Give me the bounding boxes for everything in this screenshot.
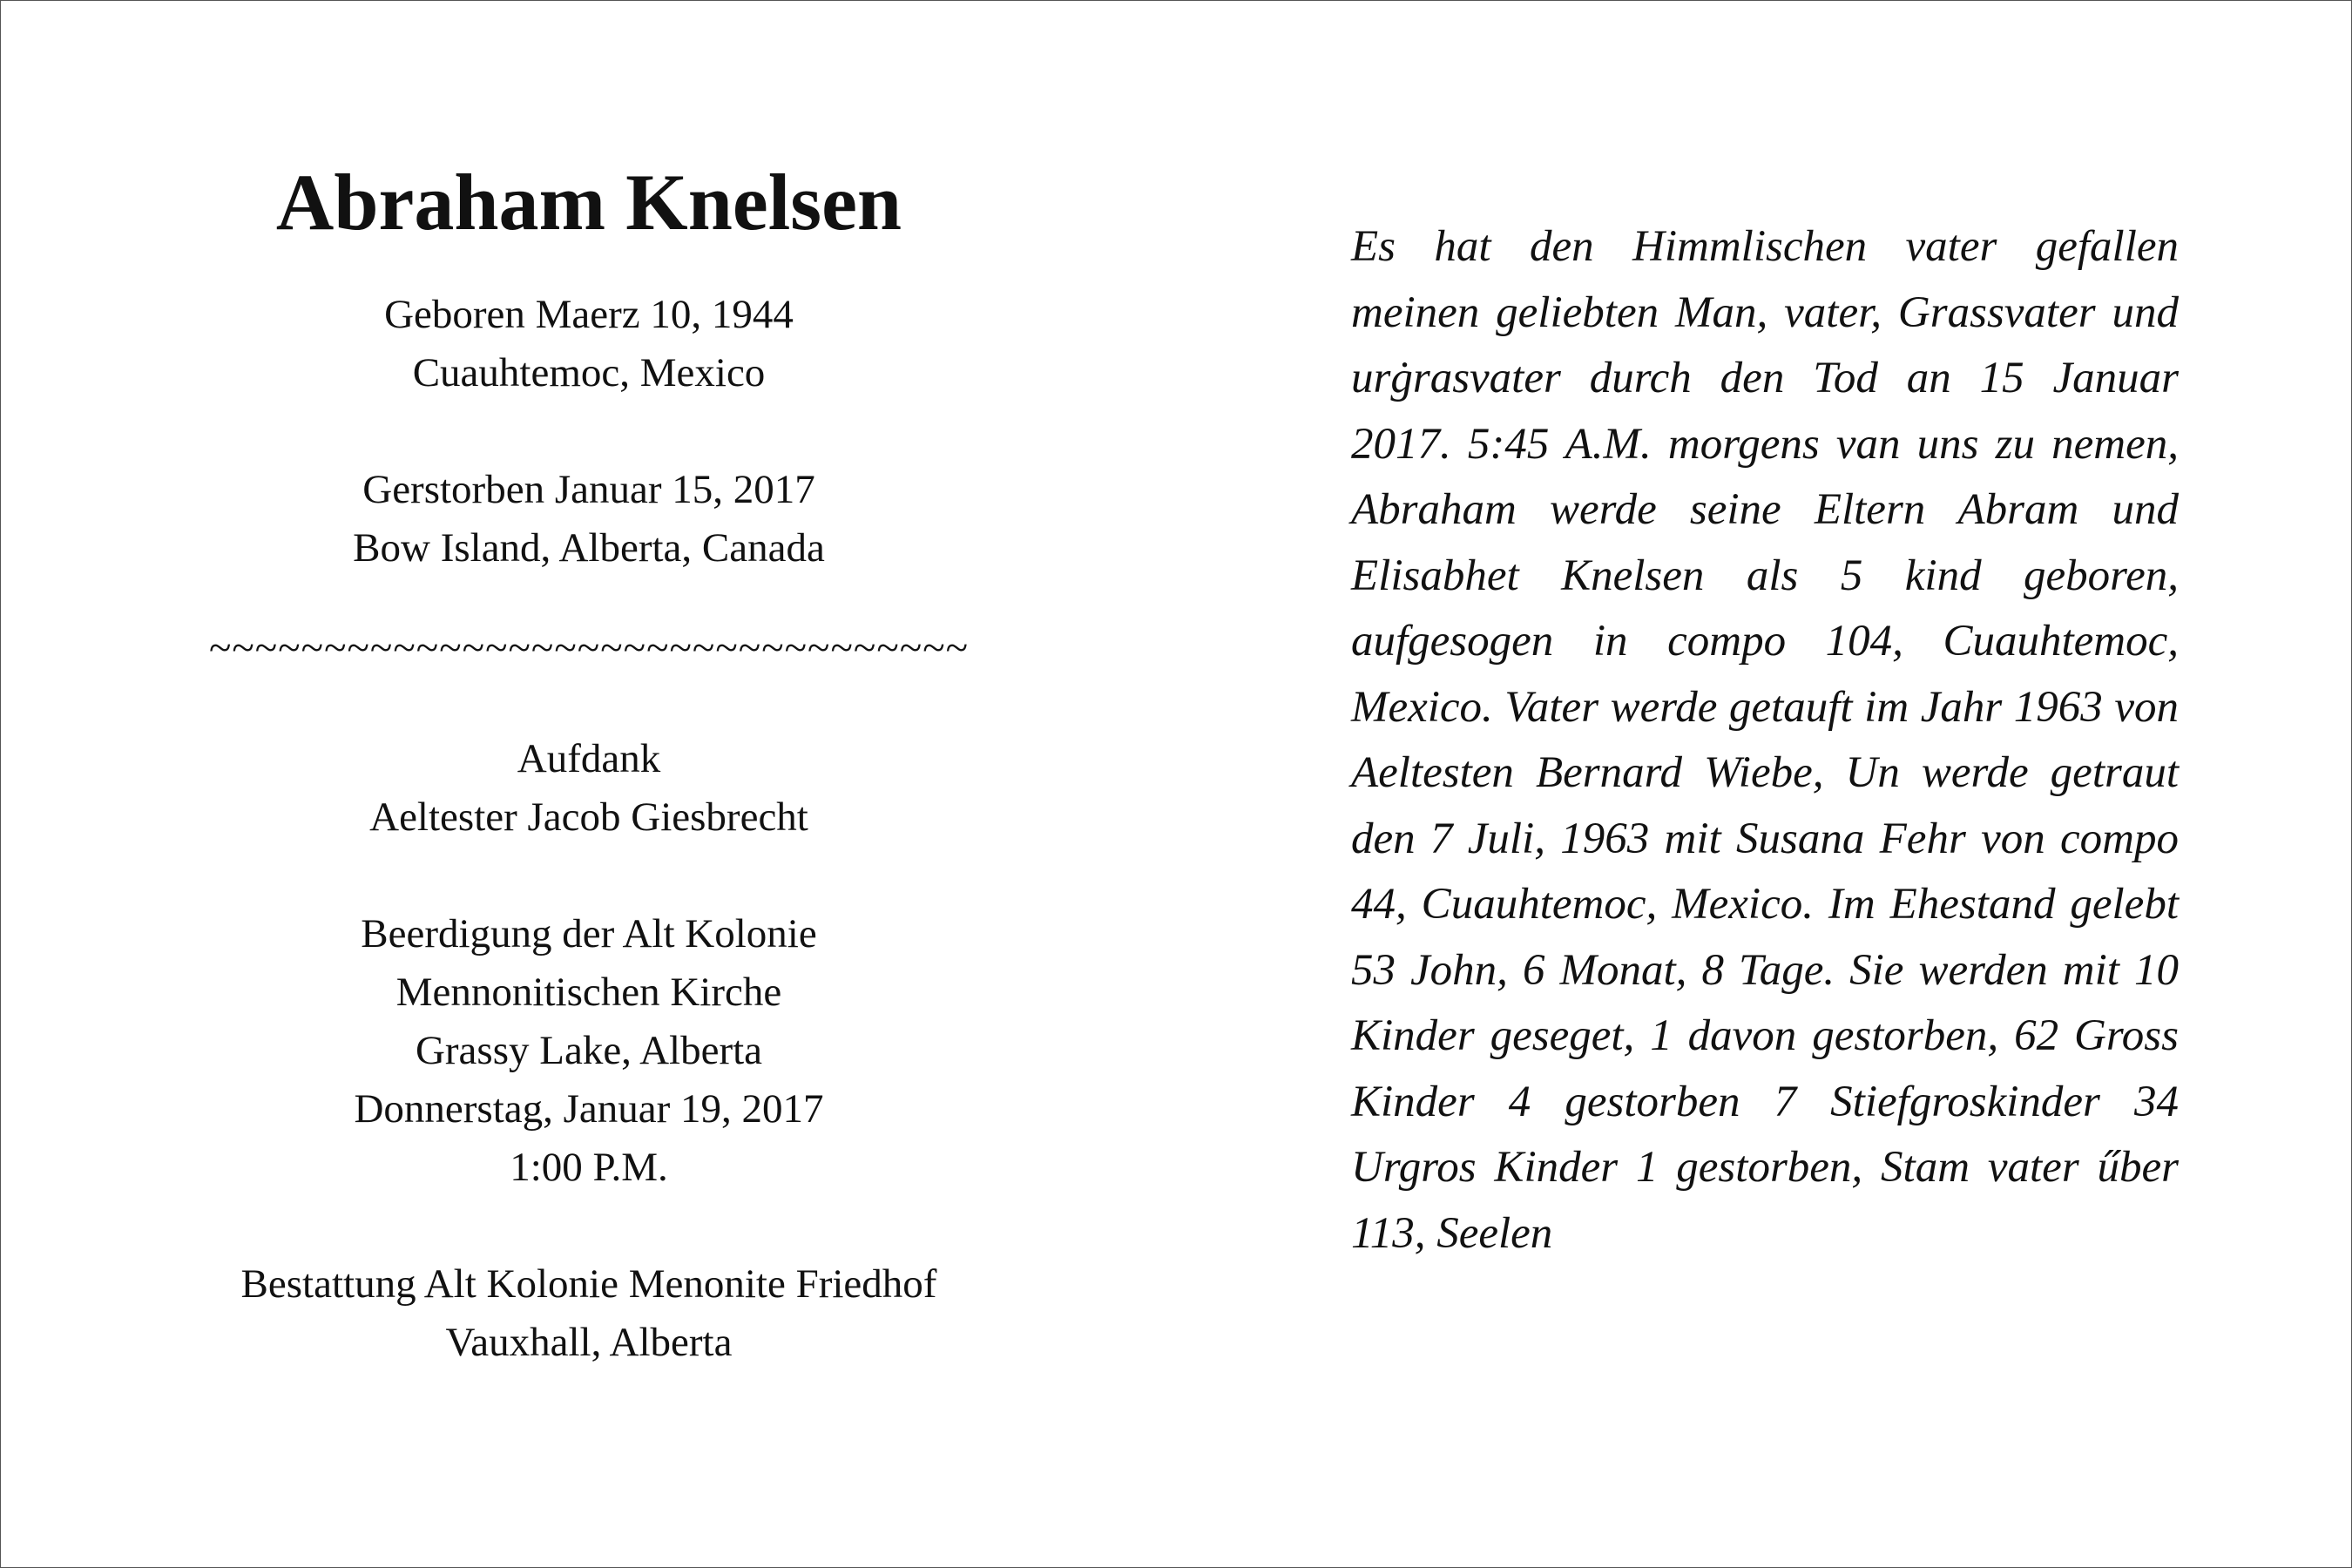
funeral-block [175, 905, 1003, 1197]
tilde-divider: ~~~~~~~~~~~~~~~~~~~~~~~~~~~~~~~~~ [208, 625, 970, 671]
funeral-church-line2: Mennonitischen Kirche [395, 970, 782, 1015]
obituary-text: Es hat den Himmlischen vater gefallen meinen geliebten Man, vater, Grassvater und urġrasvater durch den Tod an 15 Januar 2017. 5:45 A.M. morgens van uns zu nemen, Abraham werde seine Eltern Abram und Elisabhet Knelsen als 5 kind geboren, aufgesogen in compo 104, Cuauhtemoc, Mexico. Vater werde getauft im Jahr 1963 von Aeltesten Bernard Wiebe, Un werde getraut den 7 Juli, 1963 mit Susana Fehr von compo 44, Cuauhtemoc, Mexico. Im Ehestand gelebt 53 John, 6 Monat, 8 Tage. Sie werden mit 10 Kinder geseget, 1 davon gestorben, 62 Gross Kinder 4 gestorben 7 Stiefgroskinder 34 Urgros Kinder 1 gestorben, Stam vater űber 113, Seelen [1351, 222, 2179, 1258]
burial-block [175, 1255, 1003, 1372]
funeral-date: Donnerstag, Januar 19, 2017 [354, 1086, 824, 1132]
thanks-heading: Aufdank [517, 736, 661, 781]
funeral-church-line1: Beerdigung der Alt Kolonie [361, 911, 817, 956]
funeral-location: Grassy Lake, Alberta [415, 1028, 763, 1073]
death-block [175, 461, 1003, 578]
memorial-details-column [175, 153, 1003, 1372]
death-place: Bow Island, Alberta, Canada [353, 525, 825, 571]
funeral-time: 1:00 P.M. [510, 1145, 668, 1190]
birth-place: Cuauhtemoc, Mexico [412, 350, 766, 395]
deceased-name: Abraham Knelsen [275, 158, 902, 247]
obituary-column [1351, 214, 2179, 1267]
death-date: Gerstorben Januar 15, 2017 [362, 467, 815, 512]
thanks-block [175, 730, 1003, 847]
burial-location: Vauxhall, Alberta [445, 1320, 733, 1365]
birth-block [175, 286, 1003, 402]
birth-date: Geboren Maerz 10, 1944 [384, 292, 794, 337]
burial-cemetery: Bestattung Alt Kolonie Menonite Friedhof [240, 1261, 937, 1307]
thanks-minister: Aeltester Jacob Giesbrecht [369, 794, 808, 840]
